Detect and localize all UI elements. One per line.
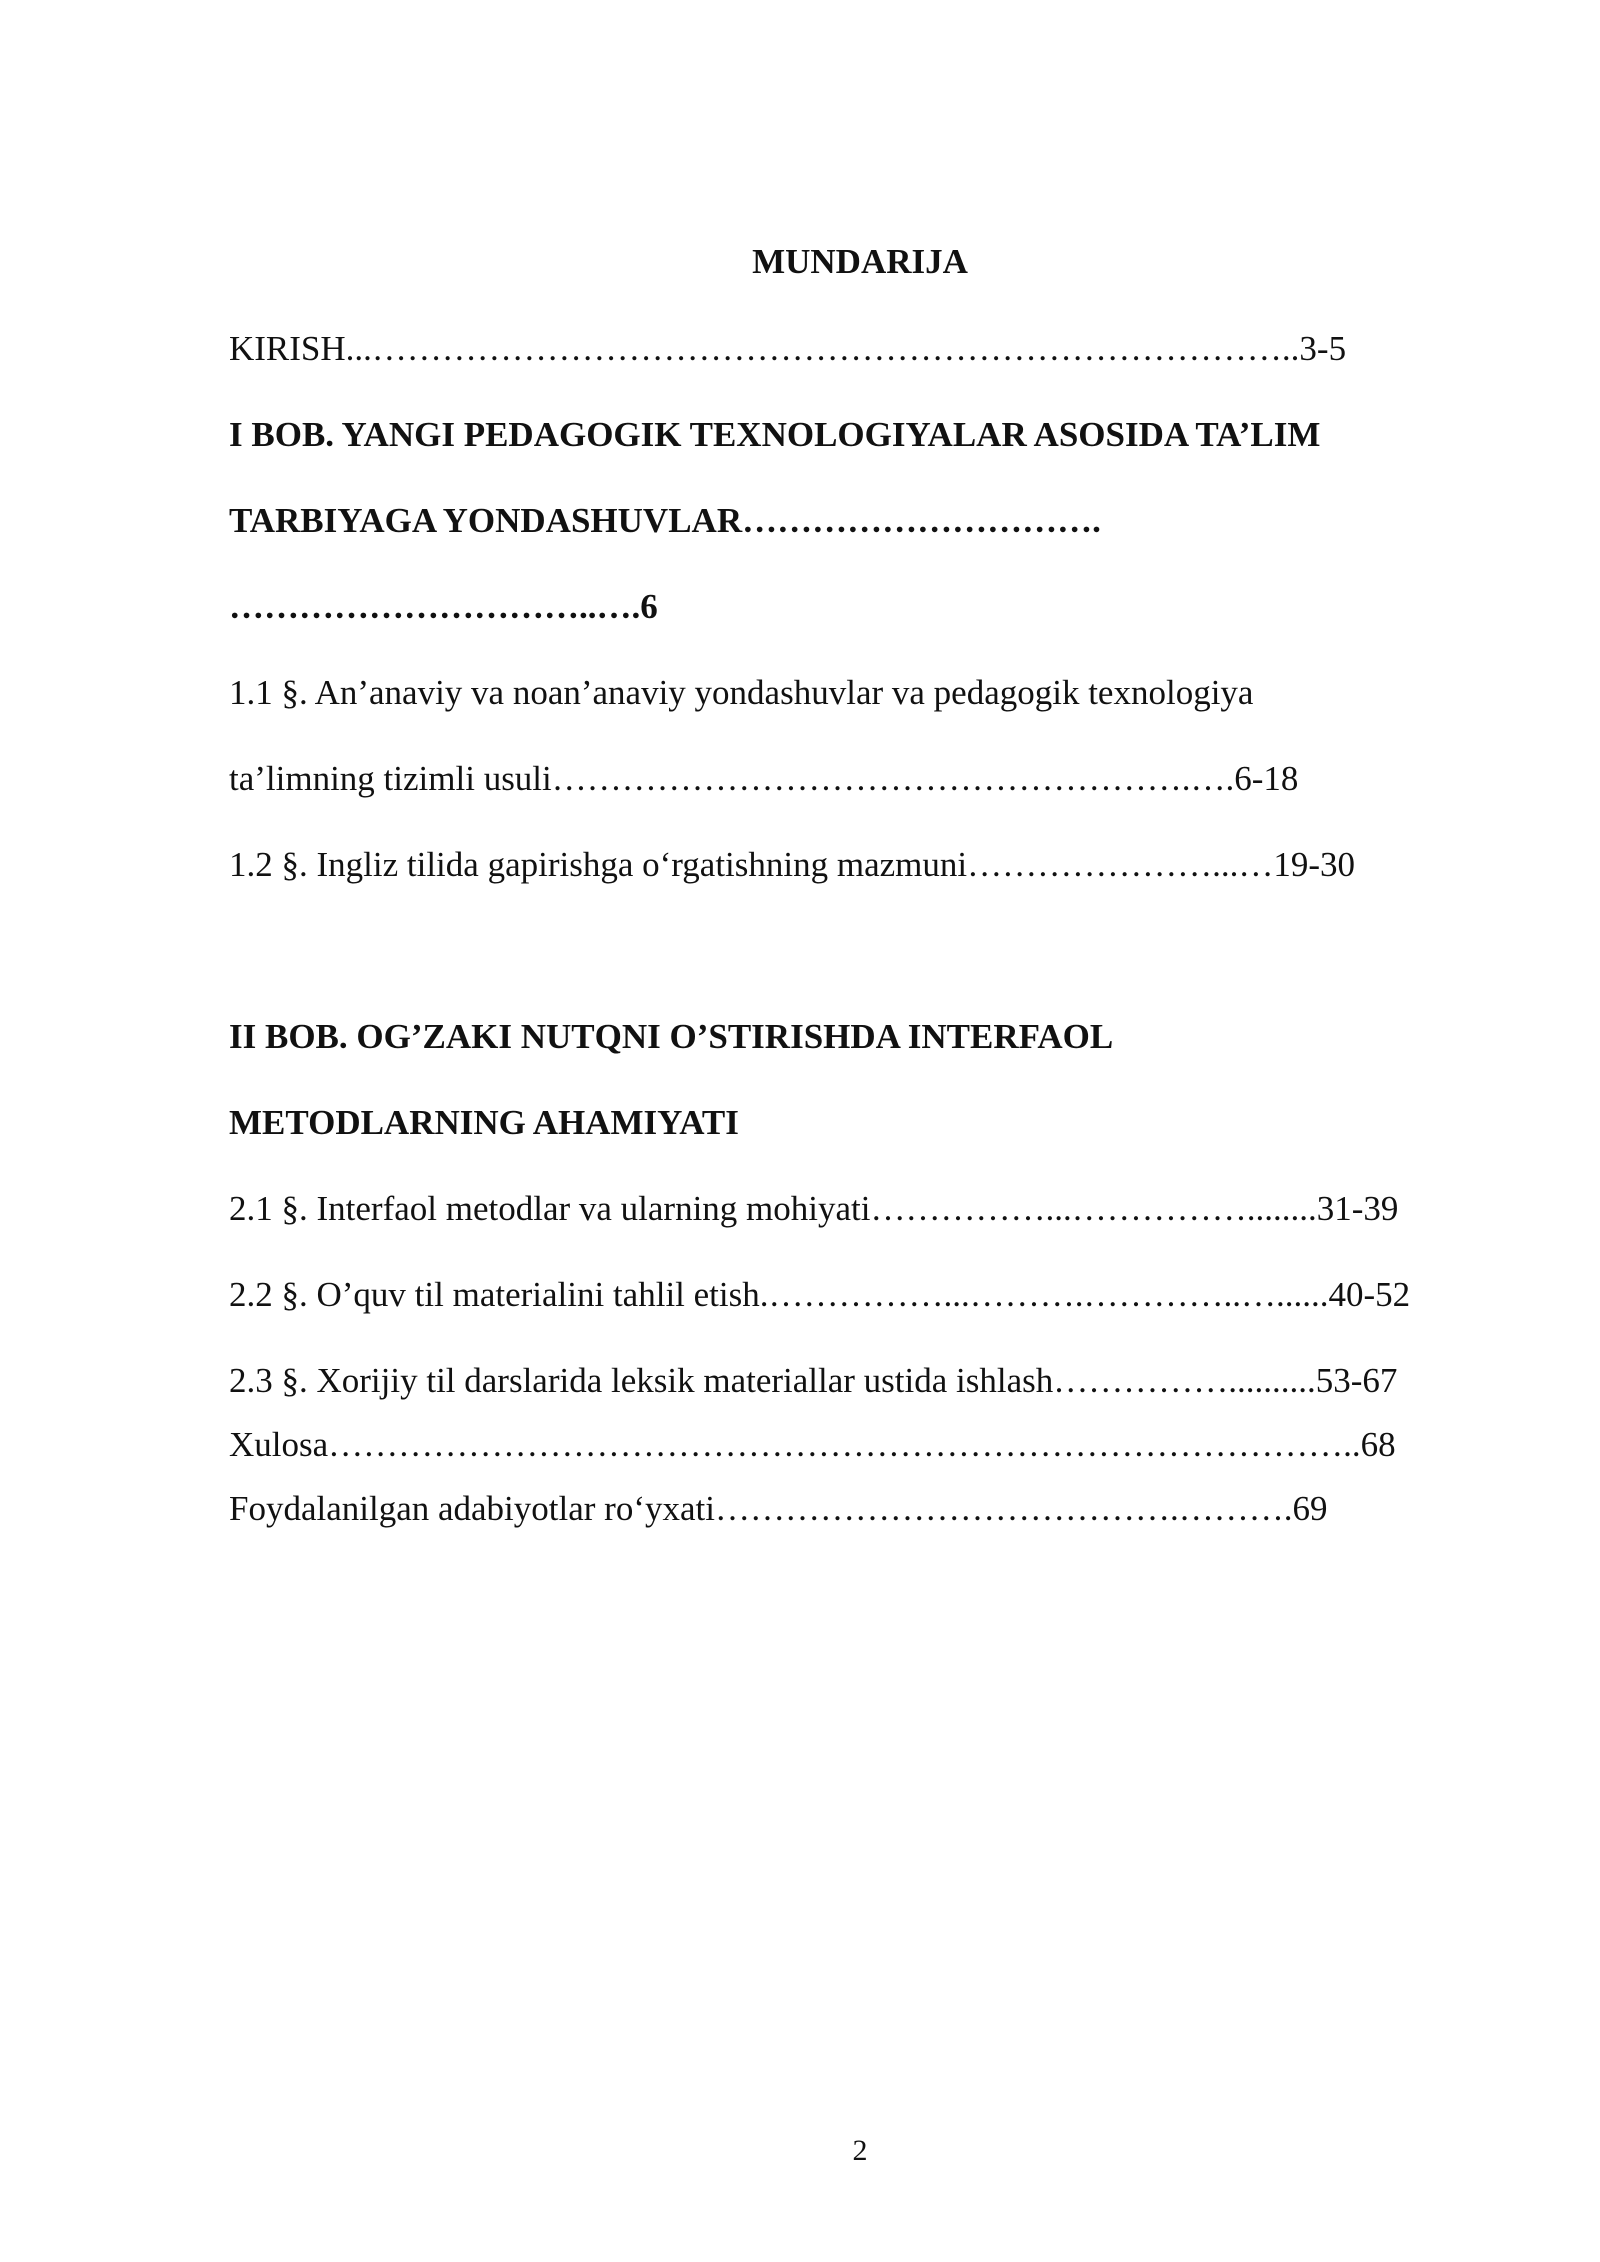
toc-chapter-1-title-line-2: TARBIYAGA YONDASHUVLAR…………………………. (229, 501, 1101, 540)
toc-entry-bibliography: Foydalanilgan adabiyotlar ro‘yxati………………………………….……….69 (229, 1489, 1328, 1528)
toc-section-2-2: 2.2 §. O’quv til materialini tahlil etish.……………...……….…………..…......40-52 (229, 1275, 1411, 1314)
toc-chapter-1-title-line-1: I BOB. YANGI PEDAGOGIK TEXNOLOGIYALAR ASOSIDA TA’LIM (229, 415, 1321, 454)
page-number: 2 (852, 2134, 868, 2167)
toc-chapter-1-page-ref: …………………………..….6 (229, 587, 658, 626)
toc-section-2-1: 2.1 §. Interfaol metodlar va ularning mohiyati……………...……………........31-39 (229, 1189, 1399, 1228)
page-title: MUNDARIJA (752, 242, 968, 281)
toc-chapter-2-title-line-2: METODLARNING AHAMIYATI (229, 1103, 739, 1142)
toc-section-1-1-line-1: 1.1 §. An’anaviy va noan’anaviy yondashuvlar va pedagogik texnologiya (229, 673, 1254, 712)
toc-entry-xulosa: Xulosa……………………………………………………………………………..68 (229, 1425, 1396, 1464)
toc-section-1-2: 1.2 §. Ingliz tilida gapirishga o‘rgatishning mazmuni…………………...…19-30 (229, 845, 1356, 884)
toc-chapter-2-title-line-1: II BOB. OG’ZAKI NUTQNI O’STIRISHDA INTERFAOL (229, 1017, 1114, 1056)
toc-section-2-3: 2.3 §. Xorijiy til darslarida leksik materiallar ustida ishlash……………..........53-67 (229, 1361, 1398, 1400)
toc-section-1-1-line-2: ta’limning tizimli usuli……………………………………………….….6-18 (229, 759, 1299, 798)
toc-entry-kirish: KIRISH...……………………………………………………………………..3-5 (229, 329, 1347, 368)
